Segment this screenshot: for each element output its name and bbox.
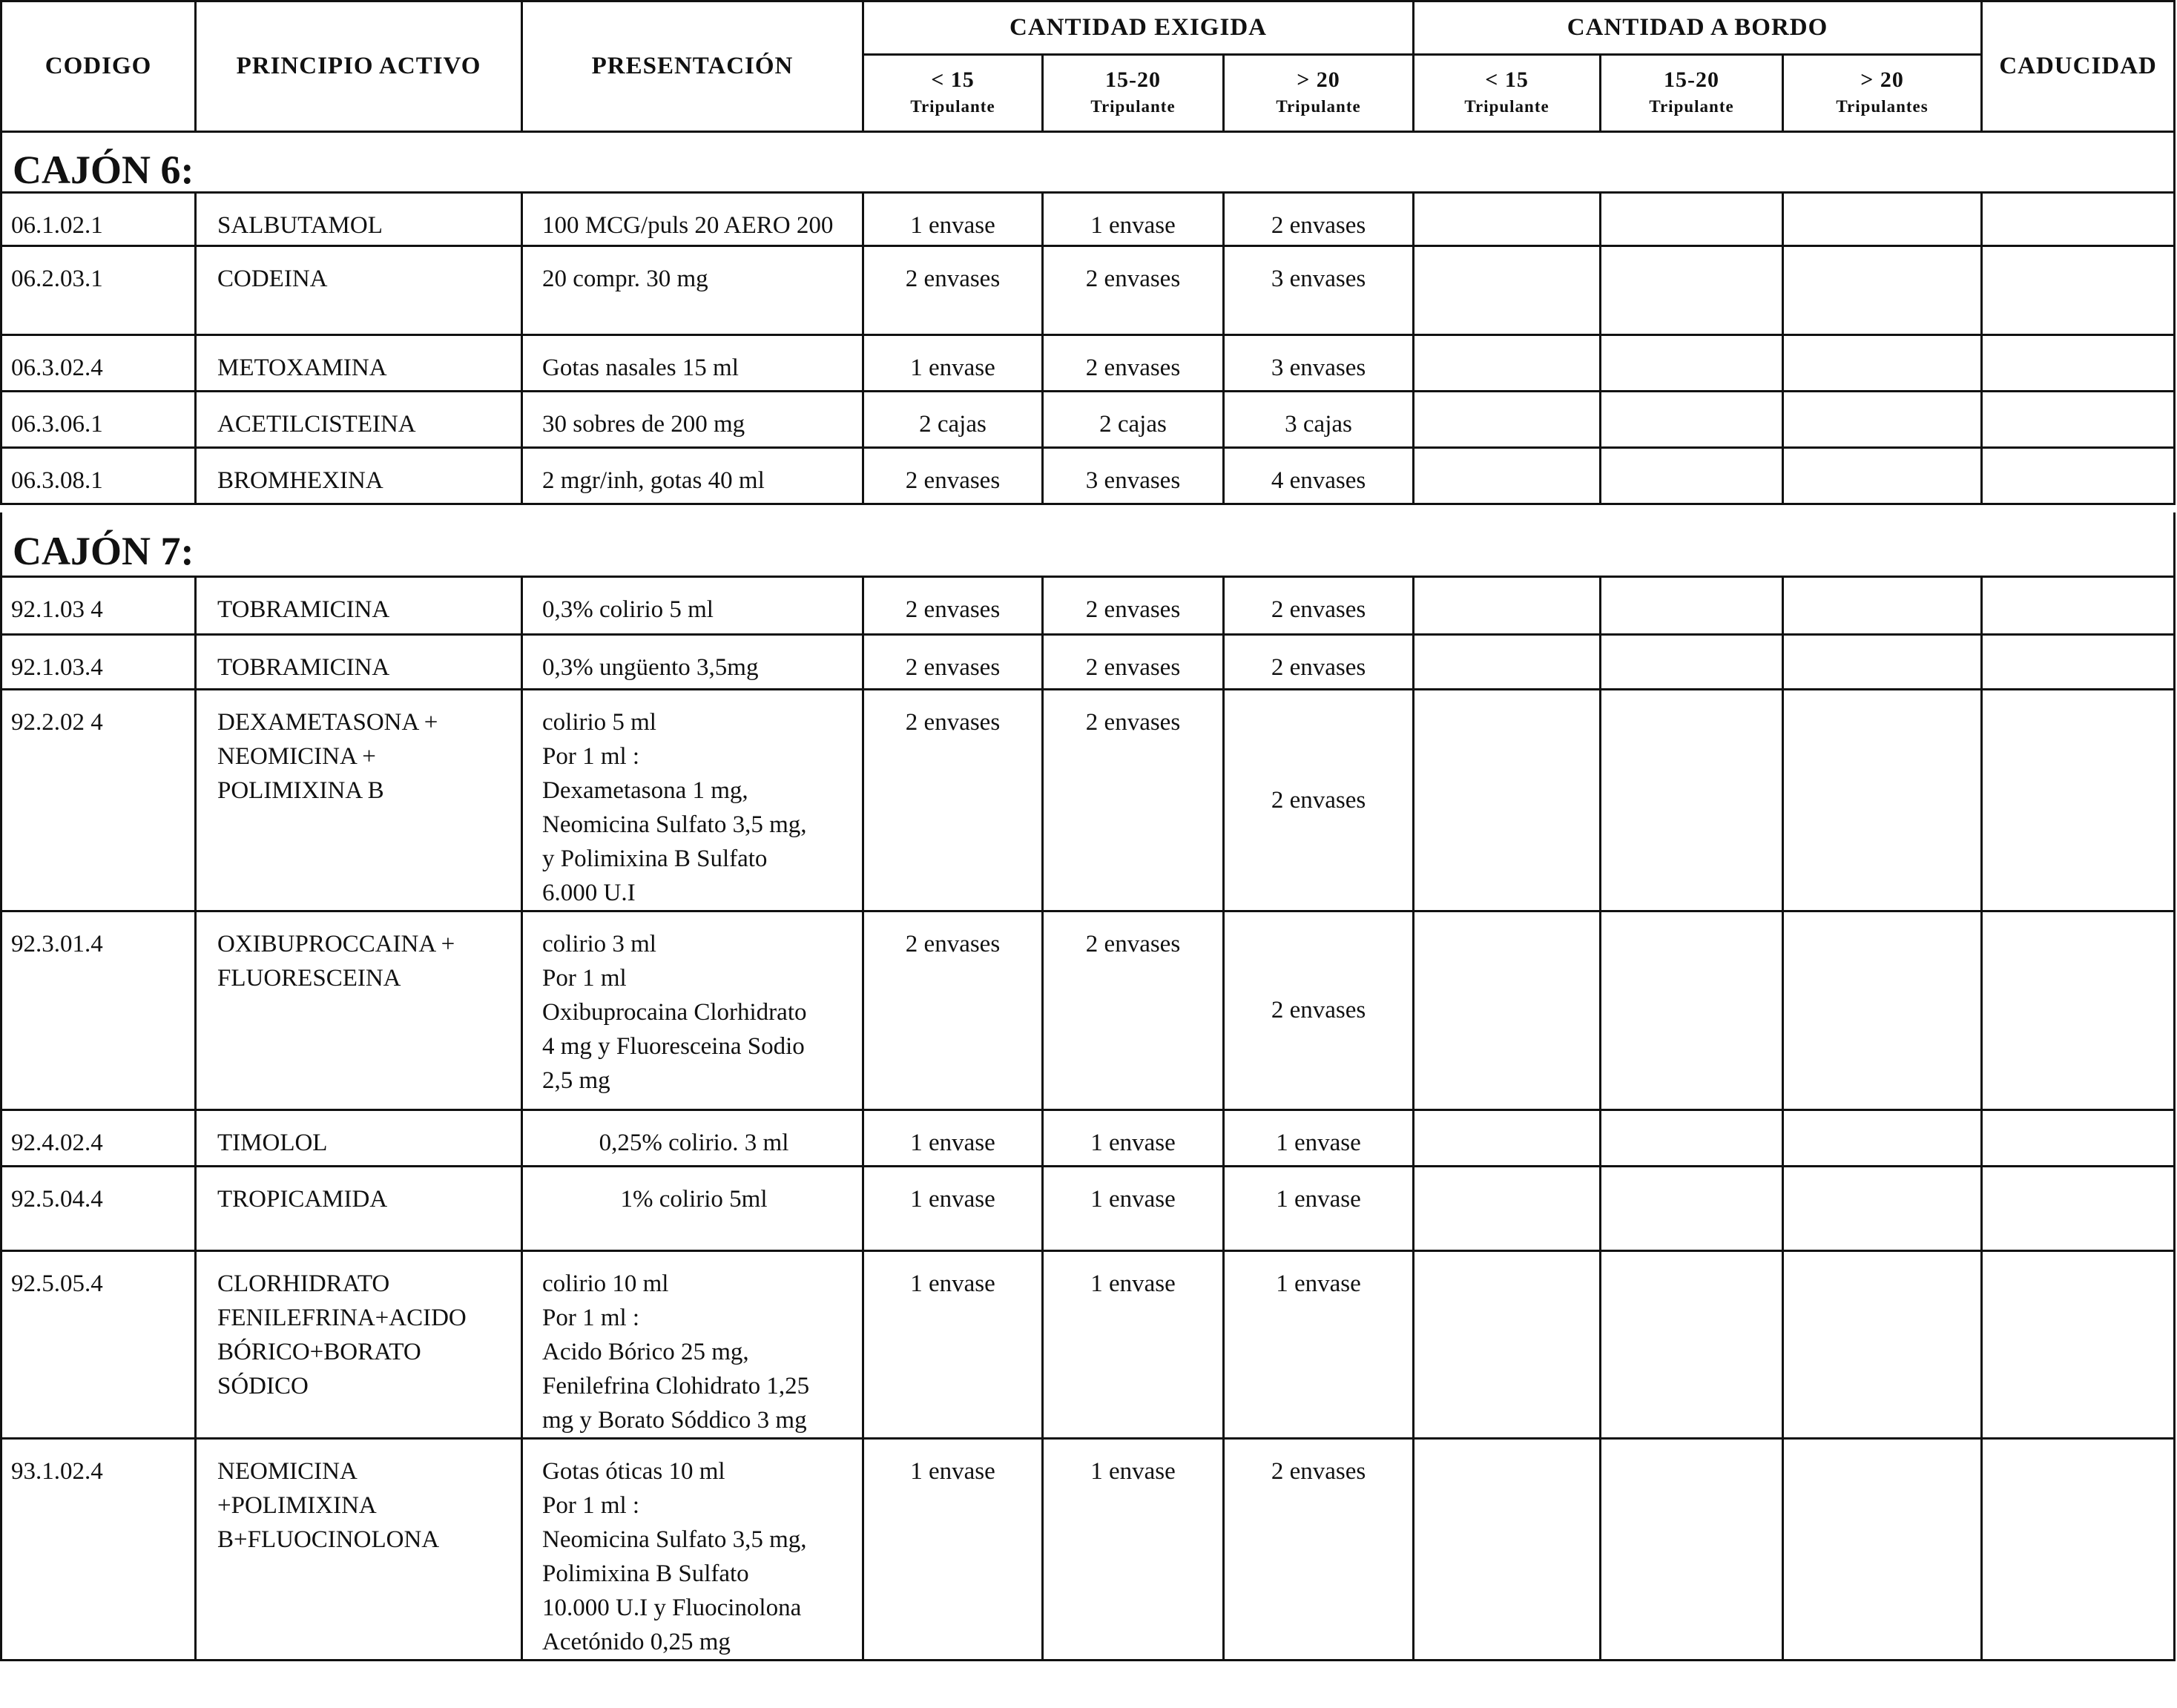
cell-exigida-gt20: 3 envases	[1224, 246, 1414, 335]
header-presentacion: PRESENTACIÓN	[522, 1, 863, 132]
cell-presentacion: colirio 10 ml Por 1 ml : Acido Bórico 25 mg, Fenilefrina Clohidrato 1,25 mg y Borato Sóddico 3 mg	[522, 1250, 863, 1438]
cell-exigida-15-20: 2 cajas	[1043, 392, 1224, 448]
cell-bordo-gt20[interactable]	[1783, 392, 1982, 448]
subheader-exigida-lt15: < 15 Tripulante	[863, 55, 1043, 132]
cell-principio-activo: TROPICAMIDA	[196, 1166, 522, 1250]
header-principio-activo: PRINCIPIO ACTIVO	[196, 1, 522, 132]
cell-exigida-gt20: 2 envases	[1224, 193, 1414, 246]
table-row	[1, 689, 2175, 911]
cell-principio-activo: DEXAMETASONA + NEOMICINA + POLIMIXINA B	[196, 689, 522, 911]
cell-bordo-gt20[interactable]	[1783, 193, 1982, 246]
cell-exigida-gt20: 3 envases	[1224, 335, 1414, 392]
cell-exigida-15-20: 1 envase	[1043, 1438, 1224, 1660]
cell-codigo: 06.2.03.1	[1, 246, 196, 335]
cell-bordo-lt15[interactable]	[1414, 246, 1601, 335]
cell-exigida-lt15: 1 envase	[863, 1109, 1043, 1166]
cell-bordo-gt20[interactable]	[1783, 911, 1982, 1109]
cell-codigo: 93.1.02.4	[1, 1438, 196, 1660]
cell-exigida-lt15: 2 cajas	[863, 392, 1043, 448]
cell-codigo: 92.1.03.4	[1, 634, 196, 689]
cell-bordo-15-20[interactable]	[1601, 576, 1783, 634]
cell-caducidad[interactable]	[1982, 1438, 2175, 1660]
cell-presentacion: 30 sobres de 200 mg	[522, 392, 863, 448]
cell-bordo-15-20[interactable]	[1601, 392, 1783, 448]
cell-bordo-lt15[interactable]	[1414, 193, 1601, 246]
cell-exigida-15-20: 1 envase	[1043, 1166, 1224, 1250]
cell-presentacion: 2 mgr/inh, gotas 40 ml	[522, 448, 863, 504]
header-codigo: CODIGO	[1, 1, 196, 132]
cell-bordo-15-20[interactable]	[1601, 1166, 1783, 1250]
table-row	[1, 246, 2175, 335]
cell-exigida-gt20: 1 envase	[1224, 1166, 1414, 1250]
cell-caducidad[interactable]	[1982, 193, 2175, 246]
section-title: CAJÓN 6:	[1, 132, 2175, 193]
cell-exigida-gt20: 2 envases	[1224, 689, 1414, 911]
cell-principio-activo: CLORHIDRATO FENILEFRINA+ACIDO BÓRICO+BORATO SÓDICO	[196, 1250, 522, 1438]
table-row	[1, 193, 2175, 246]
cell-bordo-15-20[interactable]	[1601, 448, 1783, 504]
cell-principio-activo: SALBUTAMOL	[196, 193, 522, 246]
cell-principio-activo: NEOMICINA +POLIMIXINA B+FLUOCINOLONA	[196, 1438, 522, 1660]
cell-exigida-lt15: 1 envase	[863, 1438, 1043, 1660]
cell-bordo-15-20[interactable]	[1601, 335, 1783, 392]
cell-bordo-lt15[interactable]	[1414, 335, 1601, 392]
cell-exigida-gt20: 2 envases	[1224, 576, 1414, 634]
cell-exigida-lt15: 1 envase	[863, 335, 1043, 392]
cell-codigo: 06.1.02.1	[1, 193, 196, 246]
subheader-exigida-15-20: 15-20 Tripulante	[1043, 55, 1224, 132]
cell-presentacion: 0,3% colirio 5 ml	[522, 576, 863, 634]
cell-bordo-gt20[interactable]	[1783, 448, 1982, 504]
cell-presentacion: 0,25% colirio. 3 ml	[522, 1109, 863, 1166]
cell-bordo-gt20[interactable]	[1783, 634, 1982, 689]
cell-exigida-15-20: 2 envases	[1043, 634, 1224, 689]
cell-bordo-15-20[interactable]	[1601, 689, 1783, 911]
cell-codigo: 92.2.02 4	[1, 689, 196, 911]
cell-caducidad[interactable]	[1982, 335, 2175, 392]
cell-bordo-gt20[interactable]	[1783, 1438, 1982, 1660]
cell-exigida-lt15: 1 envase	[863, 1166, 1043, 1250]
cell-principio-activo: TOBRAMICINA	[196, 634, 522, 689]
cell-caducidad[interactable]	[1982, 448, 2175, 504]
cell-exigida-gt20: 3 cajas	[1224, 392, 1414, 448]
cell-caducidad[interactable]	[1982, 634, 2175, 689]
cell-bordo-15-20[interactable]	[1601, 246, 1783, 335]
cell-exigida-15-20: 1 envase	[1043, 1250, 1224, 1438]
cell-exigida-lt15: 2 envases	[863, 246, 1043, 335]
cell-principio-activo: BROMHEXINA	[196, 448, 522, 504]
cell-principio-activo: CODEINA	[196, 246, 522, 335]
header-cantidad-exigida: CANTIDAD EXIGIDA	[863, 1, 1414, 55]
cell-exigida-gt20: 2 envases	[1224, 1438, 1414, 1660]
cell-codigo: 06.3.02.4	[1, 335, 196, 392]
cell-bordo-lt15[interactable]	[1414, 634, 1601, 689]
cell-bordo-lt15[interactable]	[1414, 689, 1601, 911]
cell-bordo-15-20[interactable]	[1601, 911, 1783, 1109]
cell-exigida-lt15: 2 envases	[863, 448, 1043, 504]
table-row	[1, 911, 2175, 1109]
cell-codigo: 06.3.06.1	[1, 392, 196, 448]
cell-bordo-gt20[interactable]	[1783, 689, 1982, 911]
header-cantidad-a-bordo: CANTIDAD A BORDO	[1414, 1, 1982, 55]
cell-caducidad[interactable]	[1982, 1166, 2175, 1250]
table-row	[1, 448, 2175, 504]
cell-principio-activo: OXIBUPROCCAINA + FLUORESCEINA	[196, 911, 522, 1109]
table-row	[1, 335, 2175, 392]
cell-exigida-gt20: 2 envases	[1224, 911, 1414, 1109]
cell-exigida-gt20: 2 envases	[1224, 634, 1414, 689]
subheader-exigida-gt20: > 20 Tripulante	[1224, 55, 1414, 132]
cell-exigida-15-20: 2 envases	[1043, 335, 1224, 392]
cell-exigida-15-20: 2 envases	[1043, 246, 1224, 335]
table-body	[1, 132, 2175, 1661]
cell-exigida-15-20: 2 envases	[1043, 689, 1224, 911]
cell-exigida-15-20: 2 envases	[1043, 576, 1224, 634]
table-row	[1, 1438, 2175, 1660]
cell-exigida-gt20: 1 envase	[1224, 1109, 1414, 1166]
cell-exigida-lt15: 2 envases	[863, 911, 1043, 1109]
cell-codigo: 92.1.03 4	[1, 576, 196, 634]
cell-principio-activo: TOBRAMICINA	[196, 576, 522, 634]
cell-exigida-15-20: 3 envases	[1043, 448, 1224, 504]
cell-bordo-gt20[interactable]	[1783, 1109, 1982, 1166]
cell-bordo-gt20[interactable]	[1783, 246, 1982, 335]
cell-presentacion: colirio 3 ml Por 1 ml Oxibuprocaina Clorhidrato 4 mg y Fluoresceina Sodio 2,5 mg	[522, 911, 863, 1109]
cell-bordo-lt15[interactable]	[1414, 448, 1601, 504]
cell-caducidad[interactable]	[1982, 392, 2175, 448]
cell-presentacion: 1% colirio 5ml	[522, 1166, 863, 1250]
cell-presentacion: colirio 5 ml Por 1 ml : Dexametasona 1 mg, Neomicina Sulfato 3,5 mg, y Polimixina B Sulfato 6.000 U.I	[522, 689, 863, 911]
cell-presentacion: 100 MCG/puls 20 AERO 200	[522, 193, 863, 246]
header-caducidad: CADUCIDAD	[1982, 1, 2175, 132]
cell-exigida-lt15: 2 envases	[863, 634, 1043, 689]
cell-exigida-gt20: 1 envase	[1224, 1250, 1414, 1438]
cell-caducidad[interactable]	[1982, 689, 2175, 911]
subheader-bordo-lt15: < 15 Tripulante	[1414, 55, 1601, 132]
cell-bordo-15-20[interactable]	[1601, 634, 1783, 689]
cell-principio-activo: METOXAMINA	[196, 335, 522, 392]
cell-caducidad[interactable]	[1982, 246, 2175, 335]
cell-bordo-lt15[interactable]	[1414, 576, 1601, 634]
cell-exigida-lt15: 1 envase	[863, 1250, 1043, 1438]
cell-exigida-lt15: 1 envase	[863, 193, 1043, 246]
cell-exigida-15-20: 2 envases	[1043, 911, 1224, 1109]
table-row	[1, 634, 2175, 689]
cell-principio-activo: ACETILCISTEINA	[196, 392, 522, 448]
cell-bordo-15-20[interactable]	[1601, 1109, 1783, 1166]
cell-bordo-lt15[interactable]	[1414, 911, 1601, 1109]
cell-caducidad[interactable]	[1982, 1109, 2175, 1166]
table-row	[1, 1166, 2175, 1250]
cell-exigida-lt15: 2 envases	[863, 576, 1043, 634]
cell-codigo: 06.3.08.1	[1, 448, 196, 504]
cell-bordo-gt20[interactable]	[1783, 335, 1982, 392]
subheader-bordo-gt20: > 20 Tripulantes	[1783, 55, 1982, 132]
cell-bordo-lt15[interactable]	[1414, 392, 1601, 448]
section-title: CAJÓN 7:	[1, 512, 2175, 576]
table-row	[1, 576, 2175, 634]
cell-bordo-lt15[interactable]	[1414, 1438, 1601, 1660]
cell-caducidad[interactable]	[1982, 911, 2175, 1109]
table-row	[1, 392, 2175, 448]
cell-presentacion: 0,3% ungüento 3,5mg	[522, 634, 863, 689]
table-row	[1, 1109, 2175, 1166]
cell-codigo: 92.3.01.4	[1, 911, 196, 1109]
cell-caducidad[interactable]	[1982, 576, 2175, 634]
table-row	[1, 1250, 2175, 1438]
cell-bordo-15-20[interactable]	[1601, 1250, 1783, 1438]
cell-bordo-lt15[interactable]	[1414, 1250, 1601, 1438]
cell-bordo-lt15[interactable]	[1414, 1166, 1601, 1250]
subheader-bordo-15-20: 15-20 Tripulante	[1601, 55, 1783, 132]
cell-bordo-15-20[interactable]	[1601, 1438, 1783, 1660]
cell-bordo-15-20[interactable]	[1601, 193, 1783, 246]
cell-codigo: 92.4.02.4	[1, 1109, 196, 1166]
cell-bordo-gt20[interactable]	[1783, 576, 1982, 634]
cell-bordo-gt20[interactable]	[1783, 1250, 1982, 1438]
cell-bordo-lt15[interactable]	[1414, 1109, 1601, 1166]
cell-exigida-15-20: 1 envase	[1043, 1109, 1224, 1166]
cell-presentacion: Gotas óticas 10 ml Por 1 ml : Neomicina Sulfato 3,5 mg, Polimixina B Sulfato 10.000 U.I y Fluocinolona Acetónido 0,25 mg	[522, 1438, 863, 1660]
cell-codigo: 92.5.04.4	[1, 1166, 196, 1250]
cell-presentacion: Gotas nasales 15 ml	[522, 335, 863, 392]
cell-codigo: 92.5.05.4	[1, 1250, 196, 1438]
cell-principio-activo: TIMOLOL	[196, 1109, 522, 1166]
cell-exigida-lt15: 2 envases	[863, 689, 1043, 911]
cell-bordo-gt20[interactable]	[1783, 1166, 1982, 1250]
cell-exigida-gt20: 4 envases	[1224, 448, 1414, 504]
cell-caducidad[interactable]	[1982, 1250, 2175, 1438]
cell-exigida-15-20: 1 envase	[1043, 193, 1224, 246]
cell-presentacion: 20 compr. 30 mg	[522, 246, 863, 335]
